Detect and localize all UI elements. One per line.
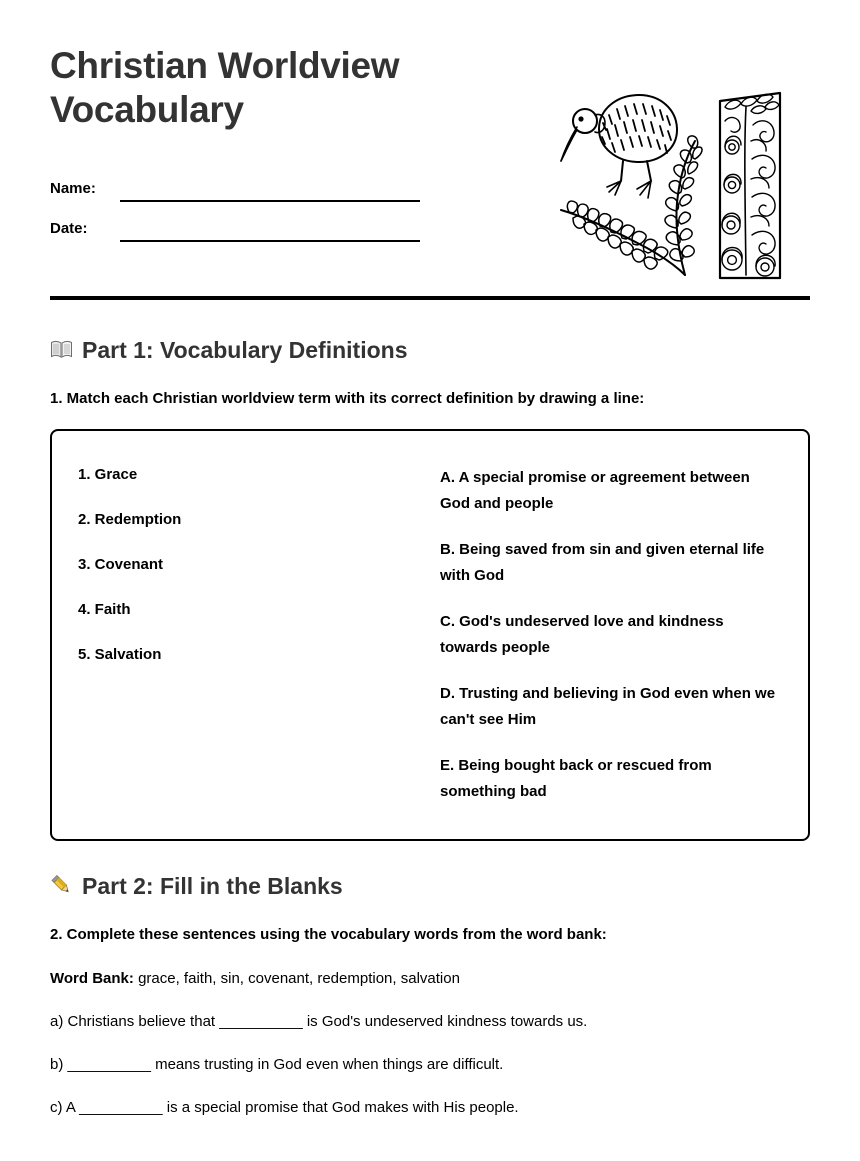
part2-heading-text: Part 2: Fill in the Blanks: [82, 873, 343, 899]
kiwi-bird-fern-carving-illustration: [555, 85, 805, 290]
part1-heading-text: Part 1: Vocabulary Definitions: [82, 337, 408, 363]
open-book-icon: [50, 339, 73, 363]
part1-instruction: 1. Match each Christian worldview term with its correct definition by drawing a line:: [50, 390, 645, 407]
matching-definition[interactable]: C. God's undeserved love and kindness towards people: [440, 613, 724, 656]
matching-definitions-column: [430, 465, 808, 807]
fill-blank-question-a[interactable]: a) Christians believe that __________ is God's undeserved kindness towards us.: [50, 1013, 588, 1030]
name-input-line[interactable]: [120, 178, 420, 202]
carved-panel-icon: [720, 93, 780, 278]
fill-blank-question-c[interactable]: c) A __________ is a special promise that God makes with His people.: [50, 1099, 519, 1116]
name-field-label: Name:: [50, 180, 96, 197]
date-field-label: Date:: [50, 220, 88, 237]
part1-heading: [50, 337, 810, 364]
matching-term[interactable]: 1. Grace: [78, 466, 138, 483]
matching-definition[interactable]: B. Being saved from sin and given eternal life with God: [440, 541, 765, 584]
word-bank: [50, 970, 810, 987]
word-bank-words: grace, faith, sin, covenant, redemption, salvation: [138, 970, 460, 987]
matching-exercise-box: [50, 429, 810, 841]
fern-frond-icon: [665, 136, 702, 275]
section-divider: [50, 296, 810, 300]
kiwi-bird-icon: [561, 95, 677, 198]
part2-heading: [50, 873, 810, 900]
matching-term[interactable]: 4. Faith: [78, 601, 131, 618]
matching-term[interactable]: 5. Salvation: [78, 646, 162, 663]
fill-blank-question-b[interactable]: b) __________ means trusting in God even when things are difficult.: [50, 1056, 504, 1073]
matching-definition[interactable]: A. A special promise or agreement between God and people: [440, 469, 750, 512]
page-title: Christian Worldview Vocabulary: [50, 45, 400, 130]
matching-definition[interactable]: E. Being bought back or rescued from something bad: [440, 757, 712, 800]
word-bank-label: Word Bank:: [50, 970, 134, 987]
matching-term[interactable]: 3. Covenant: [78, 556, 164, 573]
matching-definition[interactable]: D. Trusting and believing in God even when we can't see Him: [440, 685, 776, 728]
matching-term[interactable]: 2. Redemption: [78, 511, 182, 528]
date-input-line[interactable]: [120, 218, 420, 242]
worksheet-header: [50, 0, 810, 262]
matching-terms-column: [52, 465, 430, 807]
pencil-icon: [50, 874, 73, 900]
part2-instruction: 2. Complete these sentences using the vocabulary words from the word bank:: [50, 926, 607, 943]
